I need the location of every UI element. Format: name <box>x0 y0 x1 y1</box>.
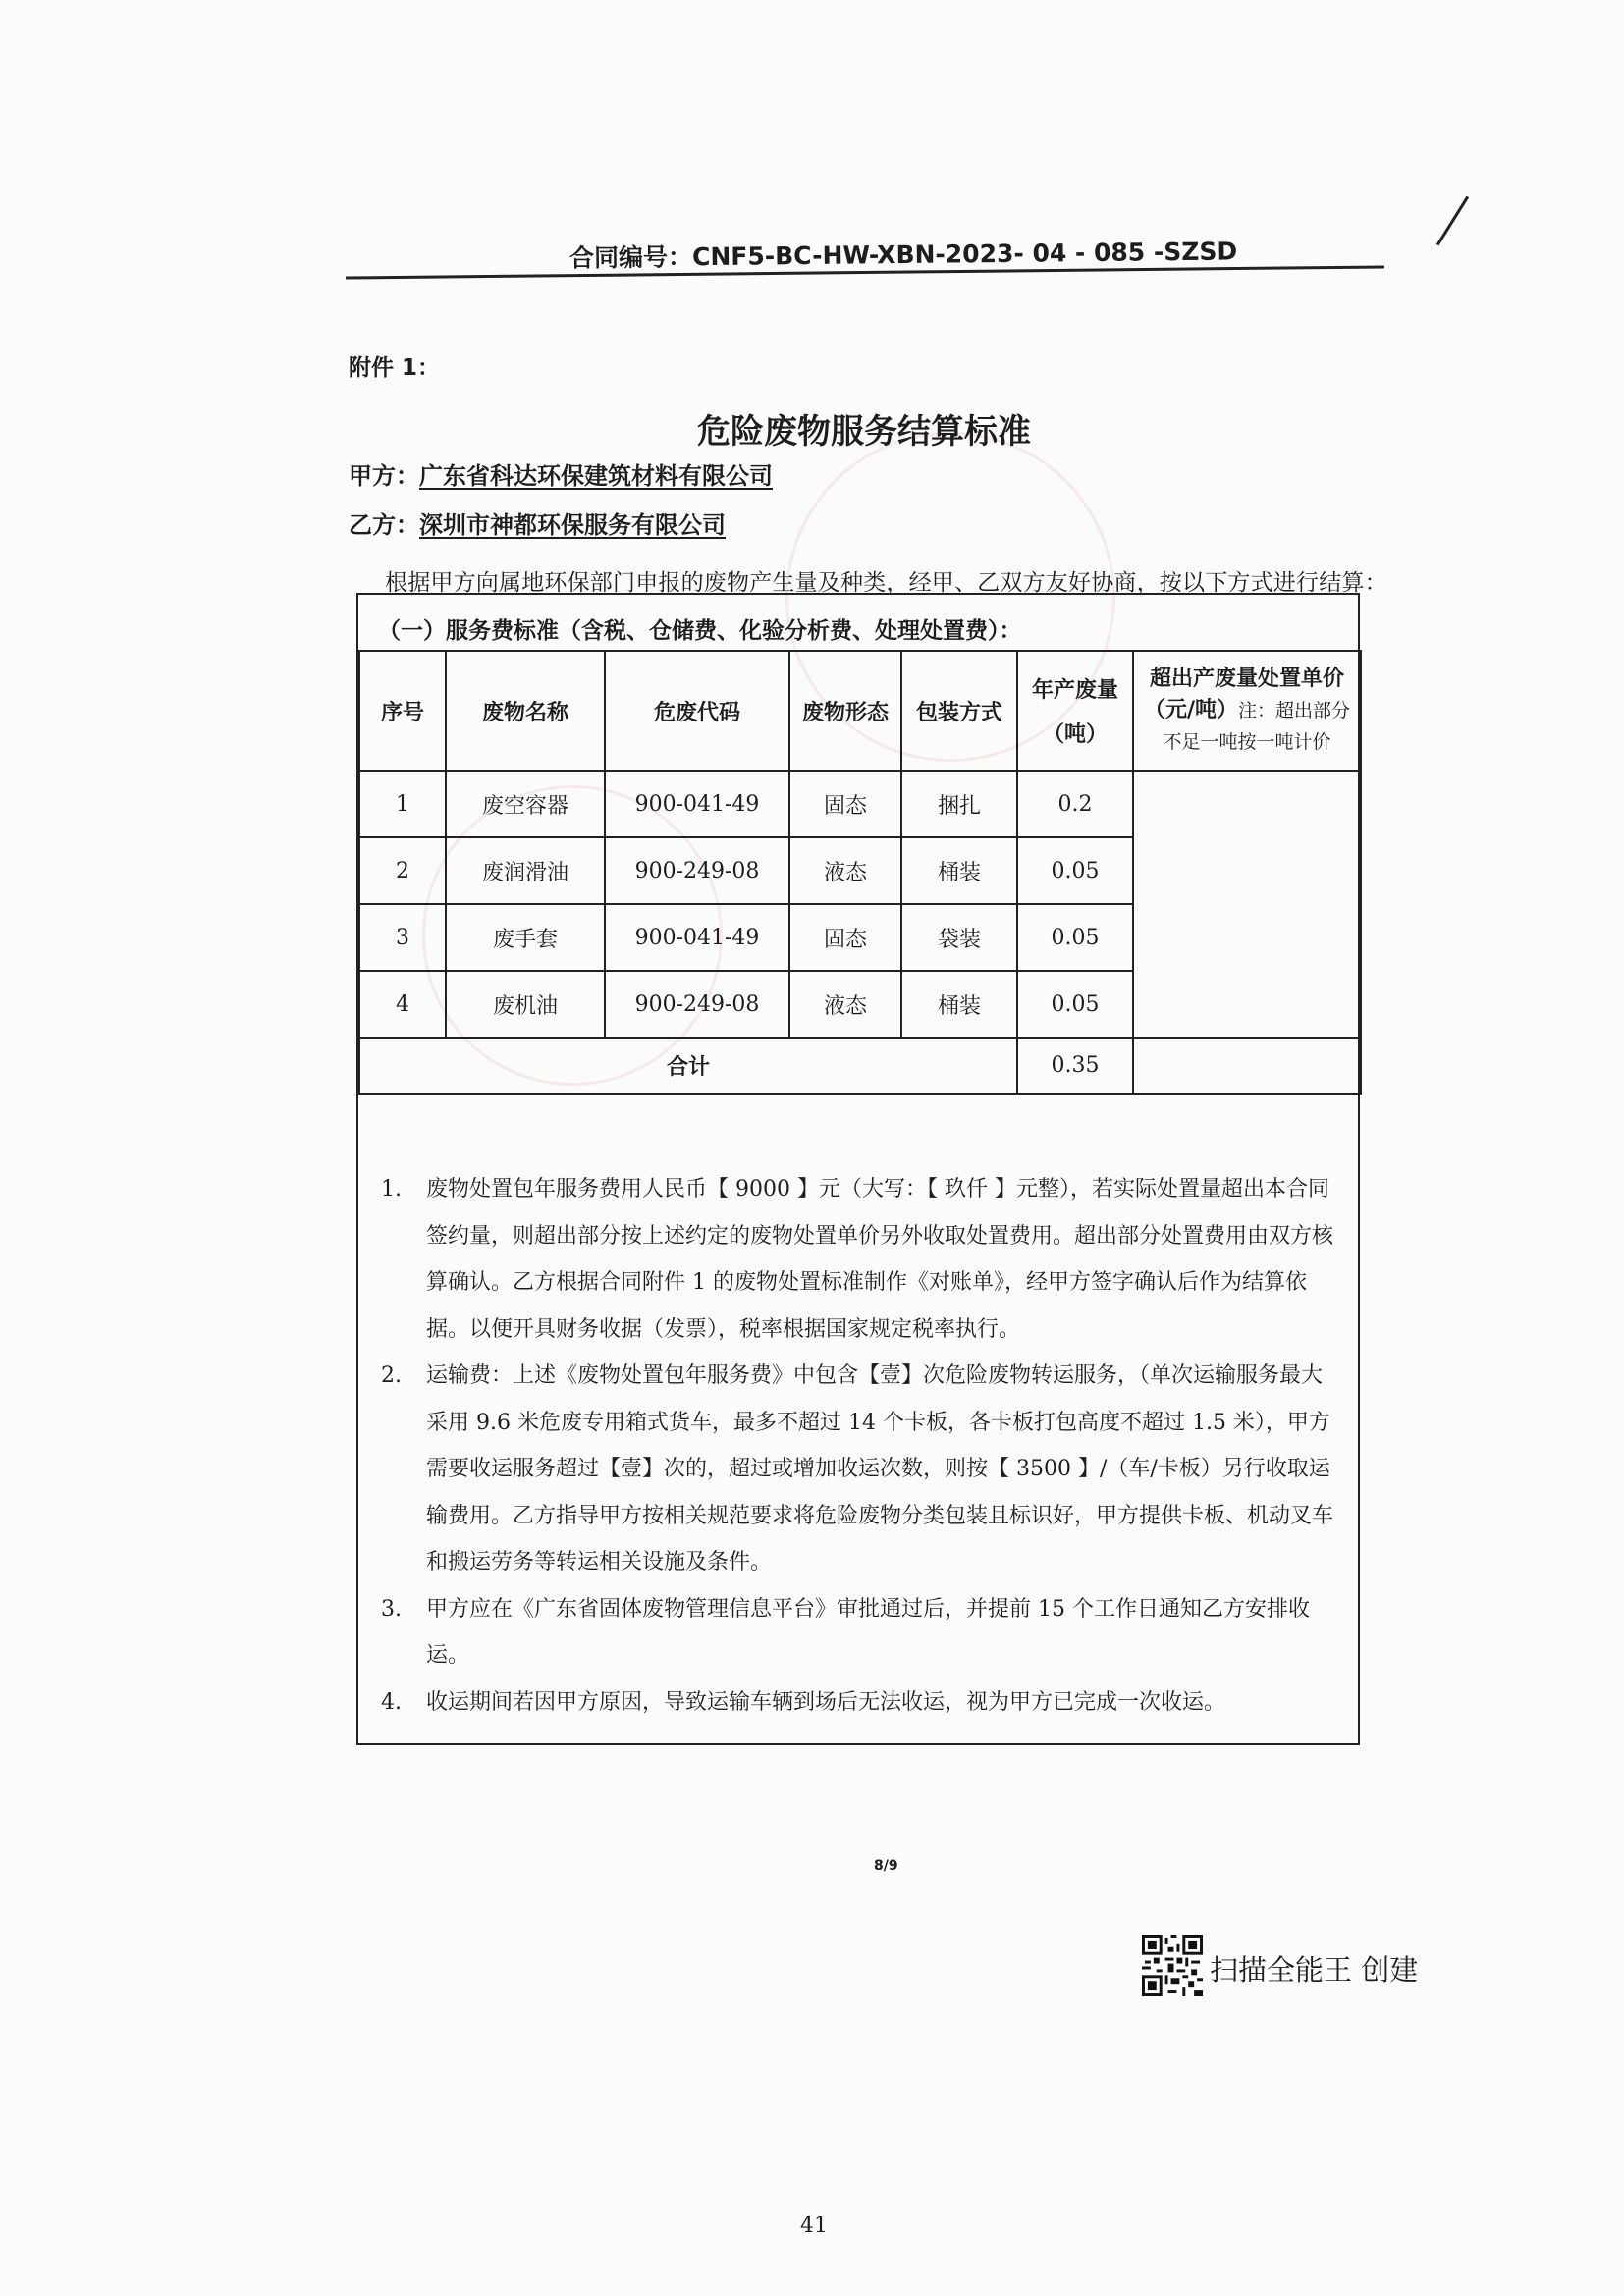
cell-form: 固态 <box>789 771 901 837</box>
cell-seq: 3 <box>359 904 446 971</box>
header-price-note2: 不足一吨按一吨计价 <box>1163 731 1331 753</box>
note-number: 3. <box>381 1596 402 1622</box>
party-a <box>349 456 773 491</box>
note-text: 废物处置包年服务费用人民币【 9000 】元（大写：【 玖仟 】元整），若实际处置量超出本合同签约量，则超出部分按上述约定的废物处置单价另外收取处置费用。超出部分处置费用由双方核算确认。乙方根据合同附件 1 的废物处置标准制作《对账单》，经甲方签字确认后作为结算依据。以便开具财务收据（发票），税率根据国家规定税率执行。 <box>426 1177 1334 1342</box>
page-number: 41 <box>800 2214 828 2238</box>
header-seq: 序号 <box>359 651 446 771</box>
total-price-empty <box>1133 1038 1361 1094</box>
cell-qty: 0.05 <box>1017 904 1133 971</box>
cell-form: 液态 <box>789 837 901 904</box>
cell-name: 废手套 <box>446 904 605 971</box>
qr-code-icon <box>1142 1935 1203 1996</box>
cell-code: 900-041-49 <box>605 904 789 971</box>
cell-pack: 捆扎 <box>901 771 1017 837</box>
cell-qty: 0.05 <box>1017 837 1133 904</box>
cell-form: 液态 <box>789 971 901 1038</box>
header-form: 废物形态 <box>789 651 901 771</box>
party-b <box>349 506 726 540</box>
scanner-credit: 扫描全能王 创建 <box>1210 1953 1419 1987</box>
list-item <box>381 1586 1343 1680</box>
header-name: 废物名称 <box>446 651 605 771</box>
note-text: 甲方应在《广东省固体废物管理信息平台》审批通过后，并提前 15 个工作日通知乙方安排收运。 <box>426 1596 1310 1668</box>
intro-text: 根据甲方向属地环保部门申报的废物产生量及种类，经甲、乙双方友好协商，按以下方式进行结算： <box>385 570 1387 596</box>
cell-code: 900-249-08 <box>605 837 789 904</box>
party-a-label: 甲方： <box>349 462 419 490</box>
waste-table <box>358 650 1362 1095</box>
cell-seq: 2 <box>359 837 446 904</box>
header-code: 危废代码 <box>605 651 789 771</box>
section-heading: （一）服务费标准（含税、仓储费、化验分析费、处理处置费）： <box>378 618 1022 644</box>
table-row <box>359 771 1361 837</box>
total-qty: 0.35 <box>1017 1038 1133 1094</box>
cell-pack: 桶装 <box>901 971 1017 1038</box>
cell-seq: 1 <box>359 771 446 837</box>
contract-number: 合同编号：CNF5-BC-HW-XBN-2023- 04 - 085 -SZSD <box>568 237 1238 273</box>
header-pack: 包装方式 <box>901 651 1017 771</box>
cell-code: 900-249-08 <box>605 971 789 1038</box>
terms-list <box>381 1166 1343 1726</box>
note-number: 1. <box>381 1177 402 1201</box>
header-price <box>1133 651 1361 771</box>
cell-name: 废机油 <box>446 971 605 1038</box>
note-text: 运输费：上述《废物处置包年服务费》中包含【壹】次危险废物转运服务，（单次运输服务最大采用 9.6 米危废专用箱式货车，最多不超过 14 个卡板，各卡板打包高度不超过 1.5 米），甲方需要收运服务超过【壹】次的，超过或增加收运次数，则按【 3500 】/（车/卡板）另行收取运输费用。乙方指导甲方按相关规范要求将危险废物分类包装且标识好，甲方提供卡板、机动叉车和搬运劳务等转运相关设施及条件。 <box>426 1363 1334 1575</box>
cell-name: 废空容器 <box>446 771 605 837</box>
header-price-line2: （元/吨） <box>1143 698 1239 722</box>
note-text: 收运期间若因甲方原因，导致运输车辆到场后无法收运，视为甲方已完成一次收运。 <box>426 1689 1226 1715</box>
attachment-label: 附件 1： <box>349 355 441 381</box>
page-fraction: 8/9 <box>874 1858 898 1874</box>
list-item <box>381 1166 1343 1353</box>
cell-qty: 0.05 <box>1017 971 1133 1038</box>
note-number: 2. <box>381 1363 402 1388</box>
party-b-value: 深圳市神都环保服务有限公司 <box>419 511 726 539</box>
cell-seq: 4 <box>359 971 446 1038</box>
table-total-row <box>359 1038 1361 1094</box>
list-item <box>381 1680 1343 1727</box>
header-price-note1: 注：超出部分 <box>1238 700 1351 721</box>
cell-form: 固态 <box>789 904 901 971</box>
header-price-line1: 超出产废量处置单价 <box>1149 667 1344 691</box>
header-qty-line1: 年产废量 <box>1031 678 1118 703</box>
cell-price-empty <box>1133 771 1361 1038</box>
table-header-row <box>359 651 1361 771</box>
cell-code: 900-041-49 <box>605 771 789 837</box>
cell-name: 废润滑油 <box>446 837 605 904</box>
total-label: 合计 <box>359 1038 1017 1094</box>
list-item <box>381 1353 1343 1586</box>
party-a-value: 广东省科达环保建筑材料有限公司 <box>419 462 773 490</box>
document-title: 危险废物服务结算标准 <box>697 412 1031 452</box>
note-number: 4. <box>381 1689 402 1715</box>
party-b-label: 乙方： <box>349 511 419 539</box>
cell-qty: 0.2 <box>1017 771 1133 837</box>
cell-pack: 袋装 <box>901 904 1017 971</box>
header-qty <box>1017 651 1133 771</box>
header-qty-line2: （吨） <box>1042 722 1108 747</box>
cell-pack: 桶装 <box>901 837 1017 904</box>
